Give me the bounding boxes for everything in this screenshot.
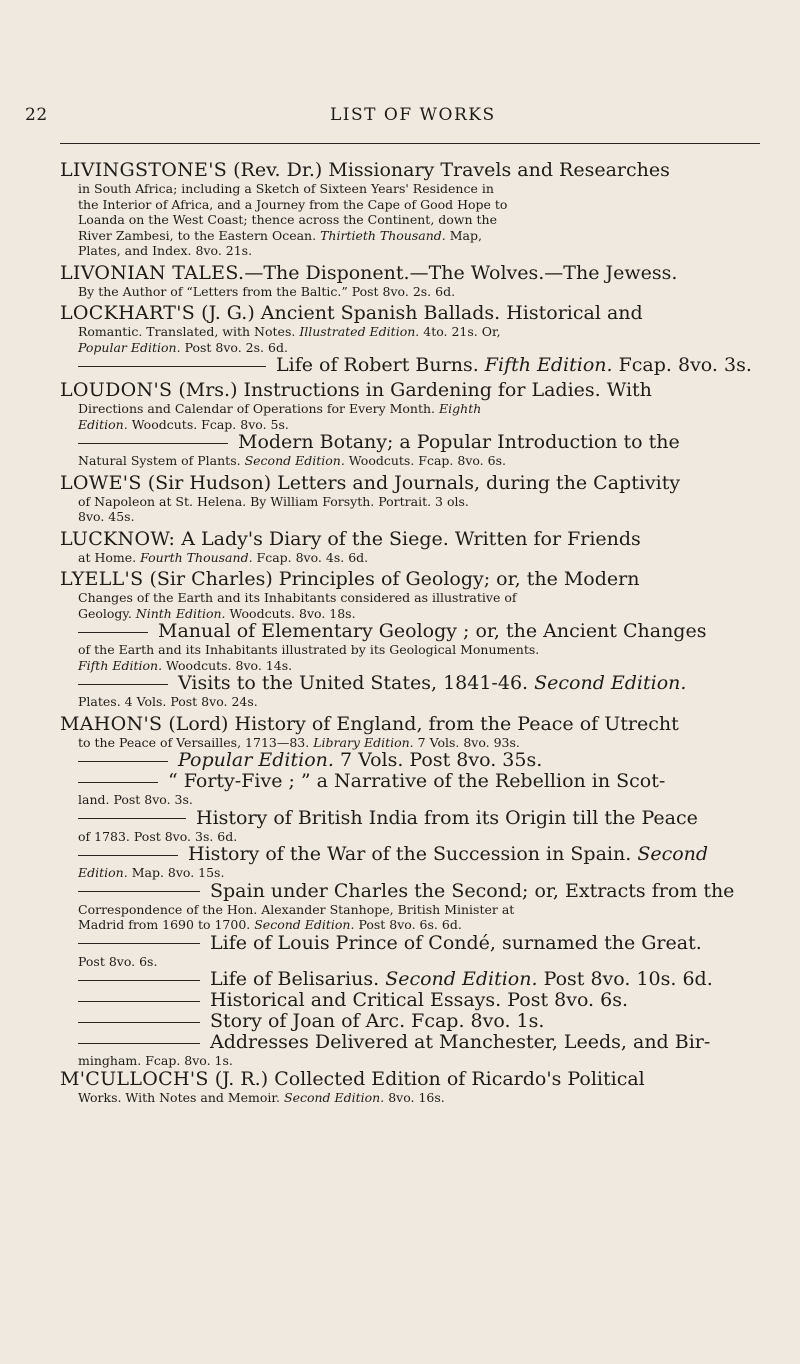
entry-line: 7 Vols. Post 8vo. 35s. — [339, 749, 543, 771]
entry-loudon — [60, 380, 766, 469]
header-rule — [60, 143, 760, 144]
entry-lucknow — [60, 529, 766, 566]
edition-note: Second Edition. — [244, 453, 345, 468]
entry-title: Spain under Charles the Second; or, Extracts from the — [210, 879, 735, 902]
entry-lockhart — [60, 303, 766, 376]
entry-title: Collected Edition of Ricardo's Political — [274, 1067, 645, 1090]
entry-title: Modern Botany; a Popular Introduction to the — [238, 431, 680, 453]
entry-title: “ Forty-Five ; ” a Narrative of the Rebellion in Scot- — [168, 770, 666, 792]
entry-author: LIVINGSTONE'S — [60, 159, 228, 181]
edition-note: Fourth Thousand. — [140, 549, 253, 565]
edition-note: Second Edition. — [254, 917, 355, 932]
entry-title: Letters and Journals, during the Captivity — [277, 471, 681, 494]
entry-livonian-tales — [60, 263, 766, 300]
ditto-rule — [78, 855, 178, 856]
page-number: 22 — [25, 105, 48, 125]
entry-author: LOUDON'S — [60, 379, 173, 401]
ditto-rule — [78, 632, 148, 633]
entry-honorific: (Mrs.) — [178, 379, 238, 401]
ditto-rule — [78, 818, 186, 819]
entry-line: Post 8vo. 6s. 6d. — [358, 917, 462, 932]
entry-title: Visits to the United States, 1841-46. — [178, 672, 529, 694]
entry-line: Works. With Notes and Memoir. — [78, 1089, 281, 1105]
ditto-rule — [78, 1001, 200, 1002]
edition-note: Illustrated Edition. — [299, 324, 420, 339]
entry-line: Plates, and Index. 8vo. 21s. — [78, 243, 253, 258]
entry-title: Addresses Delivered at Manchester, Leeds, and Bir- — [210, 1031, 711, 1053]
entry-title: Life of Belisarius. — [210, 968, 380, 990]
entry-line: land. Post 8vo. 3s. — [78, 792, 193, 807]
entry-line: By the Author of “Letters from the Baltic.” Post 8vo. 2s. 6d. — [78, 283, 456, 299]
entry-line: Loanda on the West Coast; thence across the Continent, down the — [78, 212, 498, 227]
edition-note: Library Edition. — [313, 734, 414, 750]
entry-author: LYELL'S — [60, 568, 144, 590]
entry-line: Post 8vo. 10s. 6d. — [543, 968, 713, 990]
entry-line: 8vo. 45s. — [78, 509, 135, 524]
entry-line: Directions and Calendar of Operations for Every Month. — [78, 401, 436, 416]
ditto-rule — [78, 443, 228, 444]
entry-line: Plates. 4 Vols. Post 8vo. 24s. — [78, 694, 258, 709]
edition-note: Fifth Edition. — [484, 354, 613, 376]
entry-line: Changes of the Earth and its Inhabitants considered as illustrative of — [78, 590, 517, 605]
entry-title: History of England, from the Peace of Utrecht — [234, 712, 679, 735]
entry-lowe — [60, 473, 766, 525]
entry-author: LOWE'S — [60, 471, 142, 494]
entry-title: Life of Robert Burns. — [276, 354, 479, 376]
entry-honorific: (Rev. Dr.) — [233, 159, 323, 181]
edition-note: Thirtieth Thousand. — [320, 227, 446, 243]
entry-line: Map, — [449, 227, 482, 243]
edition-note: Second Edition. — [284, 1089, 385, 1105]
entry-line: Fcap. 8vo. 3s. — [618, 354, 752, 376]
entry-line: Madrid from 1690 to 1700. — [78, 917, 251, 932]
entry-title: History of the War of the Succession in Spain. — [188, 843, 632, 865]
entry-livingstone — [60, 160, 766, 259]
running-head: LIST OF WORKS — [330, 105, 496, 125]
entry-title: Principles of Geology; or, the Modern — [278, 568, 640, 590]
ditto-rule — [78, 891, 200, 892]
entry-lyell — [60, 569, 766, 710]
ditto-rule — [78, 980, 200, 981]
entry-honorific: (Sir Charles) — [149, 568, 273, 590]
entry-title: Story of Joan of Arc. Fcap. 8vo. 1s. — [210, 1010, 545, 1032]
entry-title: Life of Louis Prince of Condé, surnamed the Great. — [210, 931, 702, 954]
catalogue-entries — [60, 160, 766, 1105]
ditto-rule — [78, 943, 200, 944]
entry-line: to the Peace of Versailles, 1713—83. — [78, 734, 310, 750]
entry-title: —The Disponent.—The Wolves.—The Jewess. — [244, 261, 678, 284]
entry-mcculloch — [60, 1069, 766, 1106]
entry-title: Missionary Travels and Researches — [328, 159, 670, 181]
page-header — [0, 105, 800, 135]
entry-line: of 1783. Post 8vo. 3s. 6d. — [78, 828, 238, 844]
entry-line: of Napoleon at St. Helena. By William Forsyth. Portrait. 3 ols. — [78, 493, 469, 509]
entry-line: Woodcuts. 8vo. 14s. — [166, 657, 293, 673]
ditto-rule — [78, 782, 158, 783]
entry-line: Natural System of Plants. — [78, 453, 241, 468]
entry-line: the Interior of Africa, and a Journey from the Cape of Good Hope to — [78, 196, 508, 212]
edition-note: Edition. — [78, 865, 128, 880]
entry-line: Map. 8vo. 15s. — [131, 865, 225, 880]
entry-line: Post 8vo. 2s. 6d. — [184, 339, 288, 355]
entry-line: in South Africa; including a Sketch of Sixteen Years' Residence in — [78, 181, 494, 196]
edition-note: Second — [637, 843, 709, 865]
entry-title: History of British India from its Origin till the Peace — [196, 806, 698, 829]
edition-note: Popular Edition. — [78, 339, 181, 355]
entry-author: MAHON'S — [60, 712, 163, 735]
entry-honorific: (J. G.) — [201, 302, 255, 324]
entry-line: Correspondence of the Hon. Alexander Stanhope, British Minister at — [78, 901, 515, 917]
entry-line: mingham. Fcap. 8vo. 1s. — [78, 1053, 233, 1068]
edition-note: Popular Edition. — [178, 749, 334, 771]
entry-line: Woodcuts. Fcap. 8vo. 6s. — [348, 453, 506, 468]
entry-line: of the Earth and its Inhabitants illustrated by its Geological Monuments. — [78, 642, 540, 657]
entry-line: Post 8vo. 6s. — [78, 953, 158, 969]
entry-title: A Lady's Diary of the Siege. Written for Friends — [181, 527, 641, 550]
entry-title: Manual of Elementary Geology ; or, the Ancient Changes — [158, 620, 707, 642]
ditto-rule — [78, 366, 266, 367]
entry-author: M'CULLOCH'S — [60, 1067, 209, 1090]
entry-author: LOCKHART'S — [60, 302, 196, 324]
edition-note: Eighth — [439, 401, 482, 416]
edition-note: Second Edition. — [385, 968, 538, 990]
entry-title: Historical and Critical Essays. Post 8vo. 6s. — [210, 989, 628, 1011]
entry-title: Ancient Spanish Ballads. Historical and — [260, 302, 643, 324]
entry-line: Fcap. 8vo. 4s. 6d. — [256, 549, 369, 565]
entry-title: Instructions in Gardening for Ladies. With — [243, 379, 652, 401]
entry-line: River Zambesi, to the Eastern Ocean. — [78, 227, 317, 243]
entry-author: LUCKNOW: — [60, 527, 176, 550]
entry-line: Woodcuts. 8vo. 18s. — [229, 605, 356, 621]
entry-line: Woodcuts. Fcap. 8vo. 5s. — [131, 416, 289, 432]
entry-author: LIVONIAN TALES. — [60, 261, 245, 284]
entry-line: 4to. 21s. Or, — [423, 324, 501, 339]
entry-honorific: (Sir Hudson) — [147, 471, 272, 494]
entry-line: 7 Vols. 8vo. 93s. — [417, 734, 520, 750]
entry-mahon — [60, 714, 766, 1069]
ditto-rule — [78, 761, 168, 762]
entry-honorific: (Lord) — [168, 712, 229, 735]
entry-line: Geology. — [78, 605, 132, 621]
ditto-rule — [78, 684, 168, 685]
ditto-rule — [78, 1043, 200, 1044]
edition-note: Fifth Edition. — [78, 657, 163, 673]
edition-note: Edition. — [78, 416, 128, 432]
entry-line: 8vo. 16s. — [388, 1089, 445, 1105]
entry-line: at Home. — [78, 549, 137, 565]
ditto-rule — [78, 1022, 200, 1023]
entry-honorific: (J. R.) — [214, 1067, 269, 1090]
entry-line: Romantic. Translated, with Notes. — [78, 324, 296, 339]
edition-note: Second Edition. — [534, 672, 687, 694]
edition-note: Ninth Edition. — [135, 605, 226, 621]
